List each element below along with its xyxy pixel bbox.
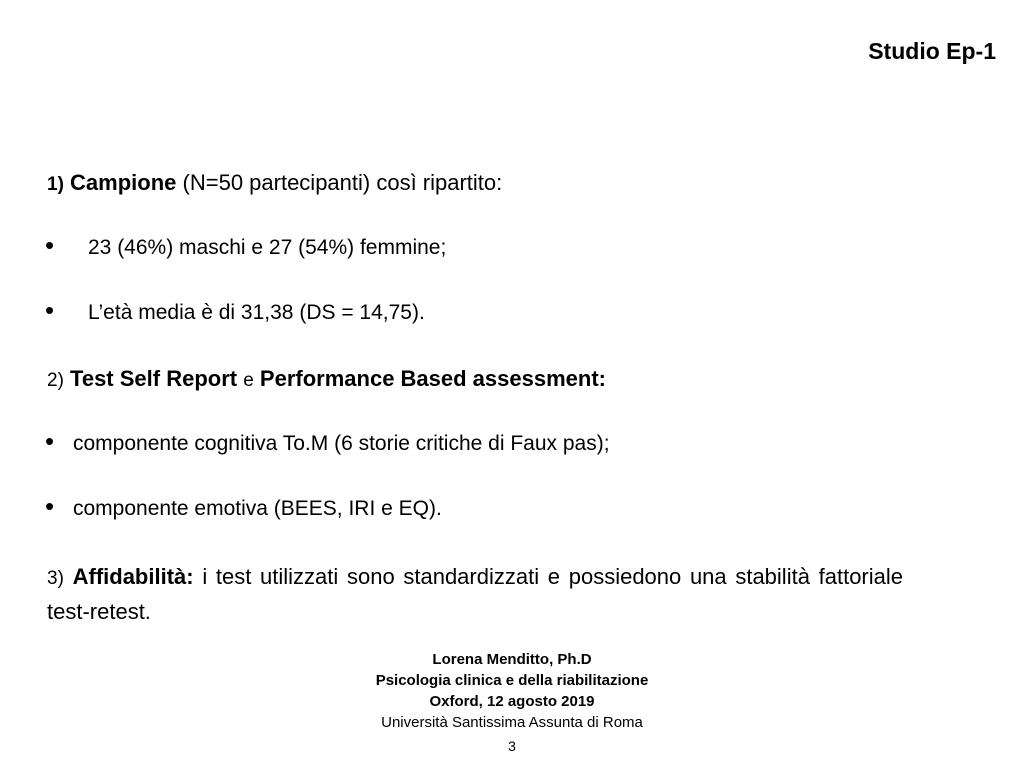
bullet-text: L’età media è di 31,38 (DS = 14,75). <box>88 301 425 324</box>
section2-heading <box>47 366 606 392</box>
section2-number: 2) <box>47 370 64 391</box>
page-number: 3 <box>508 738 516 754</box>
bullet-icon: • <box>45 426 55 456</box>
section3-paragraph <box>47 560 903 628</box>
section3-label: Affidabilità: <box>72 564 194 589</box>
section1-heading <box>47 170 502 196</box>
section3-number: 3) <box>47 568 64 589</box>
bullet-text: componente emotiva (BEES, IRI e EQ). <box>73 497 442 520</box>
bullet-icon: • <box>45 230 55 260</box>
section2-conjunction: e <box>243 370 254 391</box>
bullet-text: componente cognitiva To.M (6 storie critiche di Faux pas); <box>73 432 610 455</box>
footer-author: Lorena Menditto, Ph.D <box>432 651 592 668</box>
bullet-text: 23 (46%) maschi e 27 (54%) femmine; <box>88 236 447 259</box>
section1-number: 1) <box>47 174 64 195</box>
footer-subtitle: Psicologia clinica e della riabilitazione <box>375 672 649 689</box>
footer-university: Università Santissima Assunta di Roma <box>381 714 643 731</box>
bullet-icon: • <box>45 295 55 325</box>
slide-footer <box>0 649 1024 733</box>
bullet-icon: • <box>45 491 55 521</box>
section1-text: (N=50 partecipanti) così ripartito: <box>182 170 503 195</box>
slide-title: Studio Ep-1 <box>868 38 996 64</box>
section3-text: i test utilizzati sono standardizzati e possiedono una stabilità fattoriale test-retest. <box>47 564 904 624</box>
section2-label-part1: Test Self Report <box>70 366 238 391</box>
section1-label: Campione <box>70 170 177 195</box>
section2-label-part2: Performance Based assessment: <box>259 366 606 391</box>
footer-place-date: Oxford, 12 agosto 2019 <box>429 693 595 710</box>
